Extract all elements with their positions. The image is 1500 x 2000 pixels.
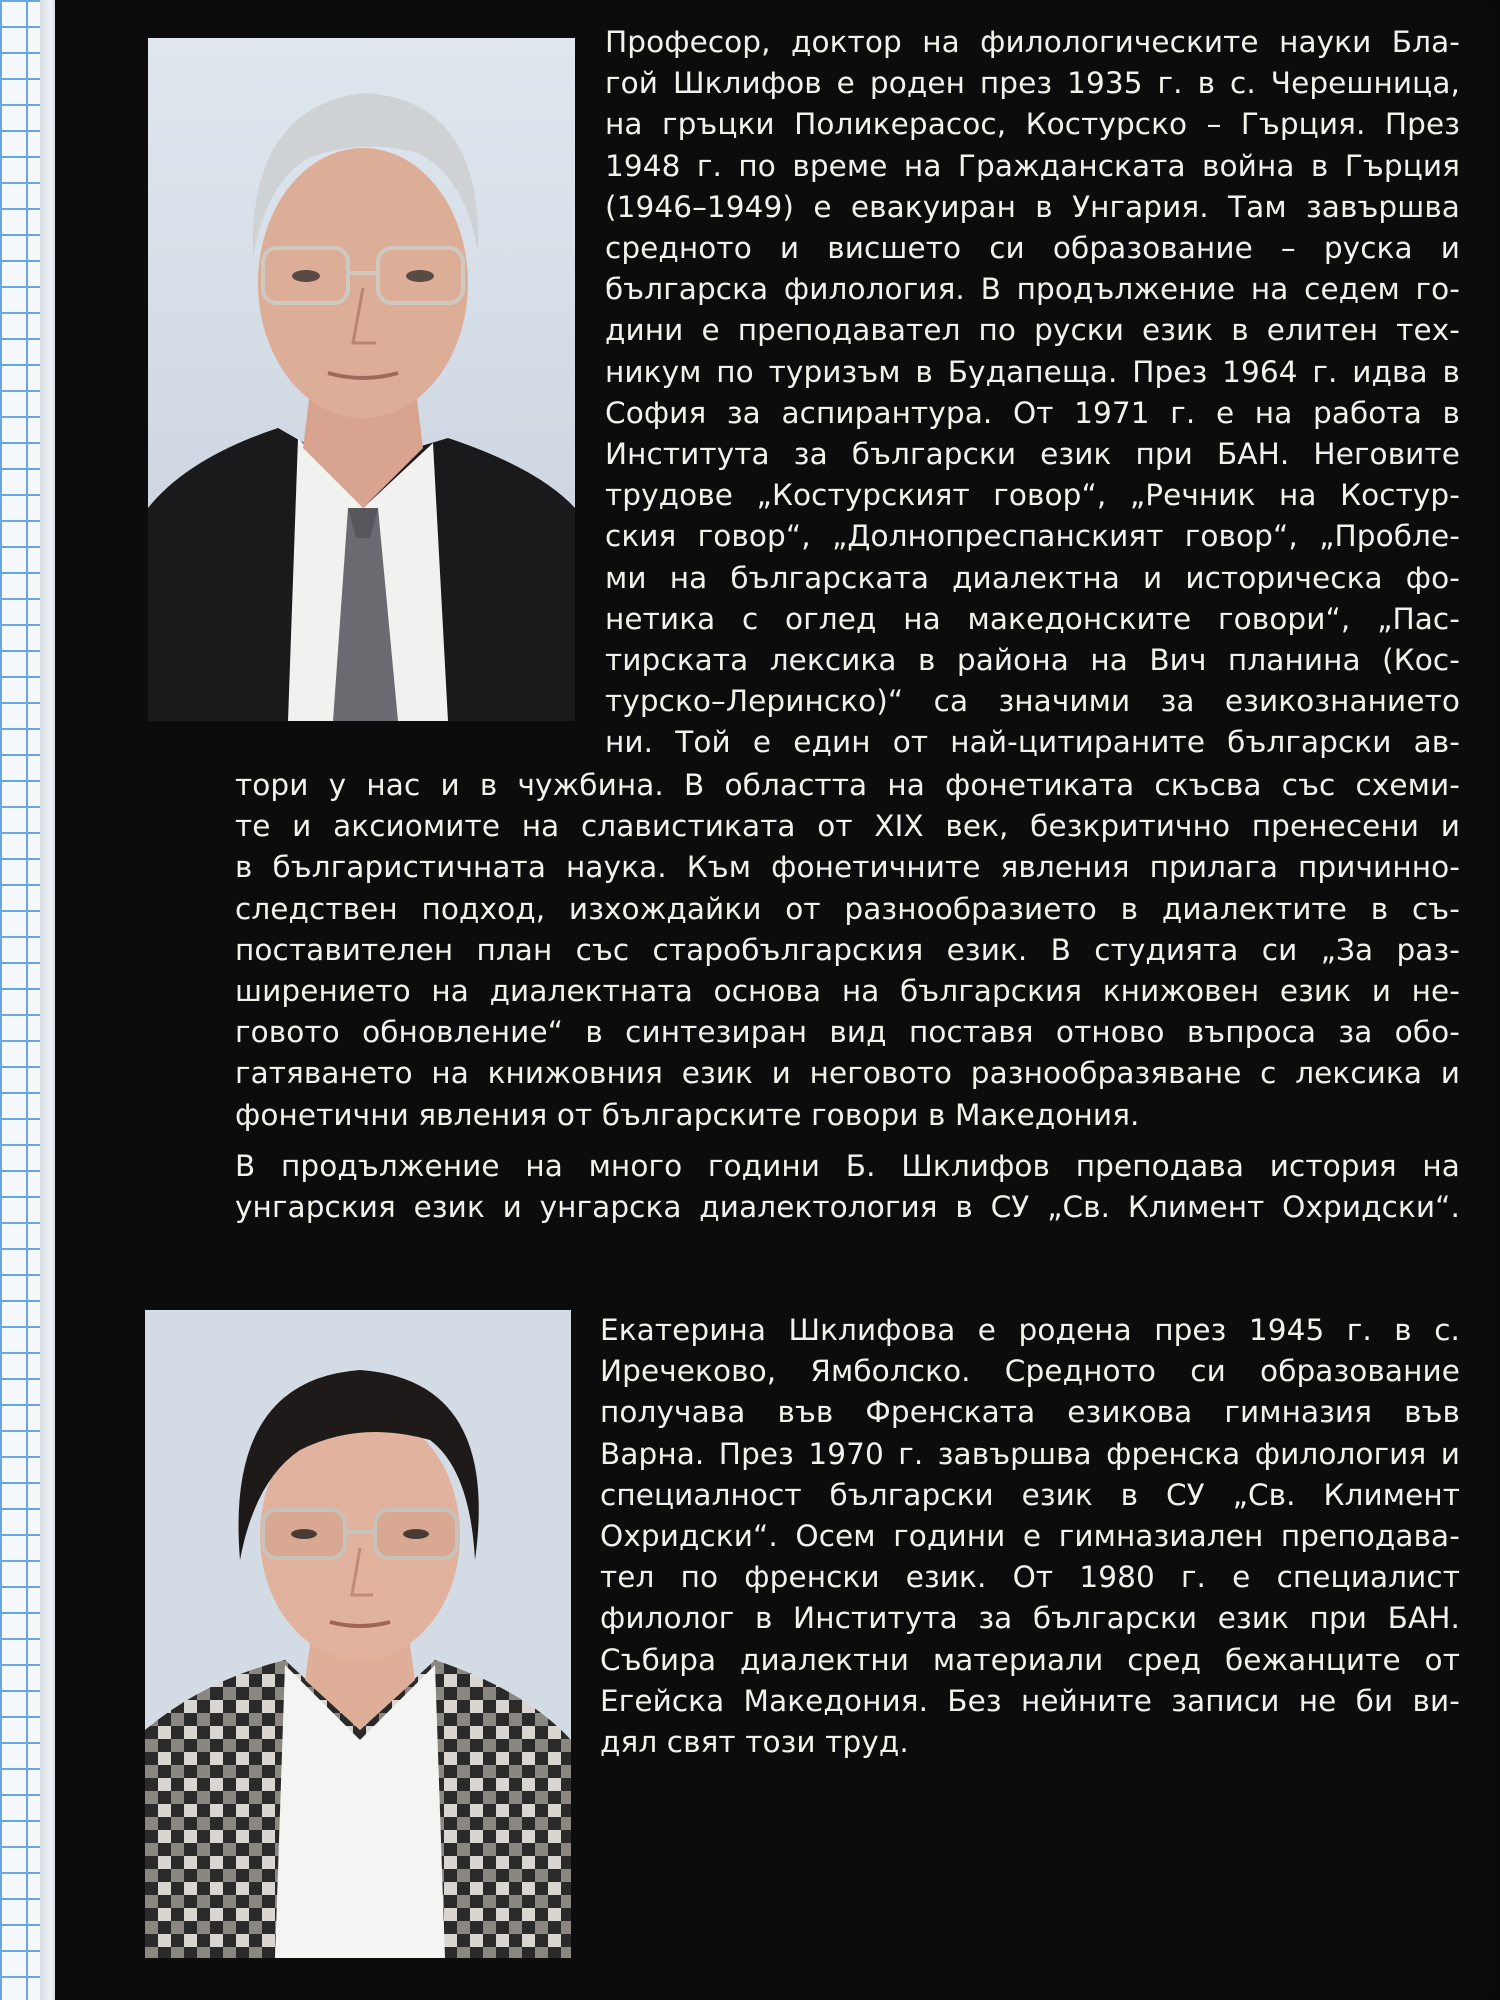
- bio-line: Професор, доктор на филологическите науки Бла-: [605, 25, 1460, 59]
- bio-line: нетика с оглед на македонските говори“, „Пас-: [605, 601, 1460, 636]
- bio-line: тирската лексика в района на Вич планина (Кос-: [605, 643, 1460, 678]
- bio-line: филолог в Института за български език при БАН.: [600, 1601, 1460, 1636]
- bio-blagoy-shklifov-part1: [605, 22, 1460, 764]
- bio-line: поставителен план със старобългарския език. В студията си „За раз-: [235, 932, 1460, 967]
- bio-line: в българистичната наука. Към фонетичните явления прилага причинно-: [235, 850, 1460, 885]
- bio-line: трудове „Костурският говор“, „Речник на Костур-: [605, 478, 1460, 513]
- bio-line: получава във Френската езикова гимназия във: [600, 1395, 1460, 1430]
- bio-line: дини е преподавател по руски език в елитен тех-: [605, 313, 1460, 348]
- bio-blagoy-shklifov-part3: [235, 1146, 1460, 1228]
- bio-line: София за аспирантура. От 1971 г. е на работа в: [605, 395, 1460, 430]
- bio-line: В продължение на много години Б. Шклифов преподава история на: [235, 1149, 1460, 1183]
- portrait-woman-illustration: [145, 1310, 571, 1958]
- bio-line: тел по френски език. От 1980 г. е специалист: [600, 1560, 1460, 1595]
- bio-blagoy-shklifov-part2: [235, 765, 1460, 1136]
- bio-line: фонетични явления от българските говори в Македония.: [235, 1097, 1140, 1132]
- bio-ekaterina-shklifova: [600, 1310, 1460, 1763]
- bio-line: гатяването на книжовния език и неговото разнообразяване с лексика и: [235, 1056, 1460, 1091]
- bio-line: (1946–1949) е евакуиран в Унгария. Там завършва: [605, 189, 1460, 224]
- bio-line: на гръцки Поликерасос, Костурско – Гърция. През: [605, 107, 1460, 142]
- bio-line: следствен подход, изхождайки от разнообразието в диалектите в съ-: [235, 891, 1460, 926]
- bio-line: Екатерина Шклифова е родена през 1945 г. в с.: [600, 1313, 1460, 1347]
- bio-line: Варна. През 1970 г. завършва френска филология и: [600, 1436, 1460, 1471]
- bio-line: те и аксиомите на славистиката от XIX век, безкритично пренесени и: [235, 809, 1460, 844]
- bio-line: Института за български език при БАН. Неговите: [605, 437, 1460, 472]
- bio-line: ския говор“, „Долнопреспанският говор“, „Пробле-: [605, 519, 1460, 554]
- bio-line: 1948 г. по време на Гражданската война в Гърция: [605, 148, 1460, 183]
- bio-line: говото обновление“ в синтезиран вид поставя отново въпроса за обо-: [235, 1015, 1460, 1050]
- bio-line: Егейска Македония. Без нейните записи не би ви-: [600, 1683, 1460, 1718]
- portrait-photo-woman: [145, 1310, 571, 1958]
- bio-line: средното и висшето си образование – руска и: [605, 231, 1460, 266]
- bio-line: Събира диалектни материали сред бежанците от: [600, 1642, 1460, 1677]
- portrait-man-illustration: [148, 38, 575, 721]
- bio-line: тори у нас и в чужбина. В областта на фонетиката скъсва със схеми-: [235, 768, 1460, 802]
- bio-line: българска филология. В продължение на седем го-: [605, 272, 1460, 307]
- bio-line: ми на българската диалектна и историческа фо-: [605, 560, 1460, 595]
- bio-line: дял свят този труд.: [600, 1725, 909, 1760]
- bio-line: унгарския език и унгарска диалектология в СУ „Св. Климент Охридски“.: [235, 1190, 1460, 1225]
- bio-line: ни. Той е един от най-цитираните български ав-: [605, 725, 1460, 760]
- bio-line: гой Шклифов е роден през 1935 г. в с. Черешница,: [605, 66, 1460, 101]
- bio-line: специалност български език в СУ „Св. Климент: [600, 1477, 1460, 1512]
- bio-line: турско–Леринско)“ са значими за езикознанието: [605, 684, 1460, 719]
- bio-line: Иречеково, Ямболско. Средното си образование: [600, 1354, 1460, 1389]
- bio-line: Охридски“. Осем години е гимназиален преподава-: [600, 1519, 1460, 1554]
- bio-line: никум по туризъм в Будапеща. През 1964 г. идва в: [605, 354, 1460, 389]
- portrait-photo-man: [148, 38, 575, 721]
- bio-line: ширението на диалектната основа на българския книжовен език и не-: [235, 974, 1460, 1009]
